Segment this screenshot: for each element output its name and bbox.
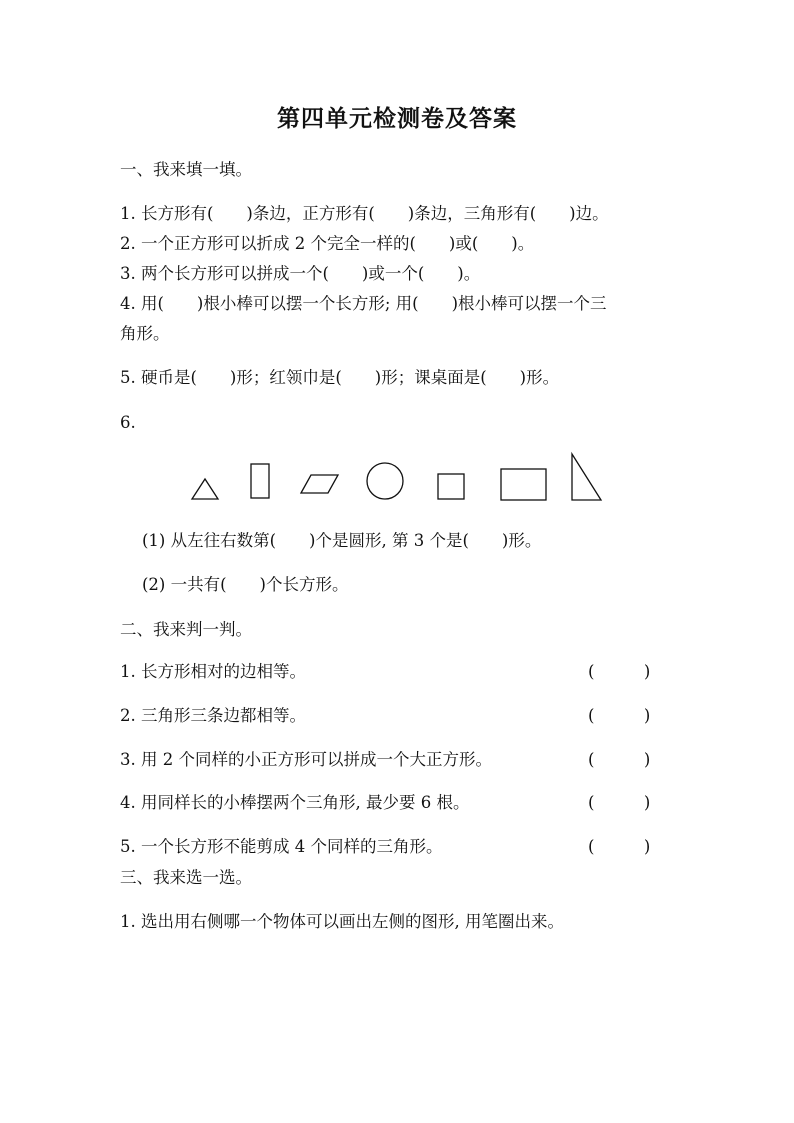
choose-question-1: 1. 选出用右侧哪一个物体可以画出左侧的图形, 用笔圈出来。 [120, 912, 564, 931]
fill-question-4-line2: 角形。 [120, 324, 170, 343]
shapes-row [180, 448, 620, 506]
judge-answer-5[interactable]: ( ) [588, 837, 651, 856]
section3-heading: 三、我来选一选。 [120, 868, 252, 887]
judge-item-1: 1. 长方形相对的边相等。 [120, 662, 306, 681]
section1-heading: 一、我来填一填。 [120, 160, 252, 179]
fill-question-1: 1. 长方形有( )条边，正方形有( )条边，三角形有( )边。 [120, 204, 609, 223]
judge-answer-3[interactable]: ( ) [588, 750, 651, 769]
judge-item-5: 5. 一个长方形不能剪成 4 个同样的三角形。 [120, 837, 443, 856]
parallelogram-icon [301, 475, 338, 493]
wide-rectangle-icon [501, 469, 546, 500]
triangle-icon [192, 479, 218, 499]
judge-answer-2[interactable]: ( ) [588, 706, 651, 725]
fill-question-2: 2. 一个正方形可以折成 2 个完全一样的( )或( )。 [120, 234, 535, 253]
judge-item-4: 4. 用同样长的小棒摆两个三角形, 最少要 6 根。 [120, 793, 470, 812]
fill-question-5: 5. 硬币是( )形；红领巾是( )形；课桌面是( )形。 [120, 368, 560, 387]
judge-item-2: 2. 三角形三条边都相等。 [120, 706, 306, 725]
section2-heading: 二、我来判一判。 [120, 620, 252, 639]
right-triangle-icon [572, 454, 601, 500]
judge-answer-1[interactable]: ( ) [588, 662, 651, 681]
judge-item-3: 3. 用 2 个同样的小正方形可以拼成一个大正方形。 [120, 750, 492, 769]
square-icon [438, 474, 464, 499]
judge-answer-4[interactable]: ( ) [588, 793, 651, 812]
circle-icon [367, 463, 403, 499]
fill-question-3: 3. 两个长方形可以拼成一个( )或一个( )。 [120, 264, 481, 283]
tall-rectangle-icon [251, 464, 269, 498]
fill-question-6-label: 6. [120, 413, 136, 432]
fill-question-6-sub1: (1) 从左往右数第( )个是圆形, 第 3 个是( )形。 [142, 531, 542, 550]
page-title: 第四单元检测卷及答案 [277, 106, 517, 132]
fill-question-6-sub2: (2) 一共有( )个长方形。 [142, 575, 349, 594]
fill-question-4-line1: 4. 用( )根小棒可以摆一个长方形; 用( )根小棒可以摆一个三 [120, 294, 607, 313]
